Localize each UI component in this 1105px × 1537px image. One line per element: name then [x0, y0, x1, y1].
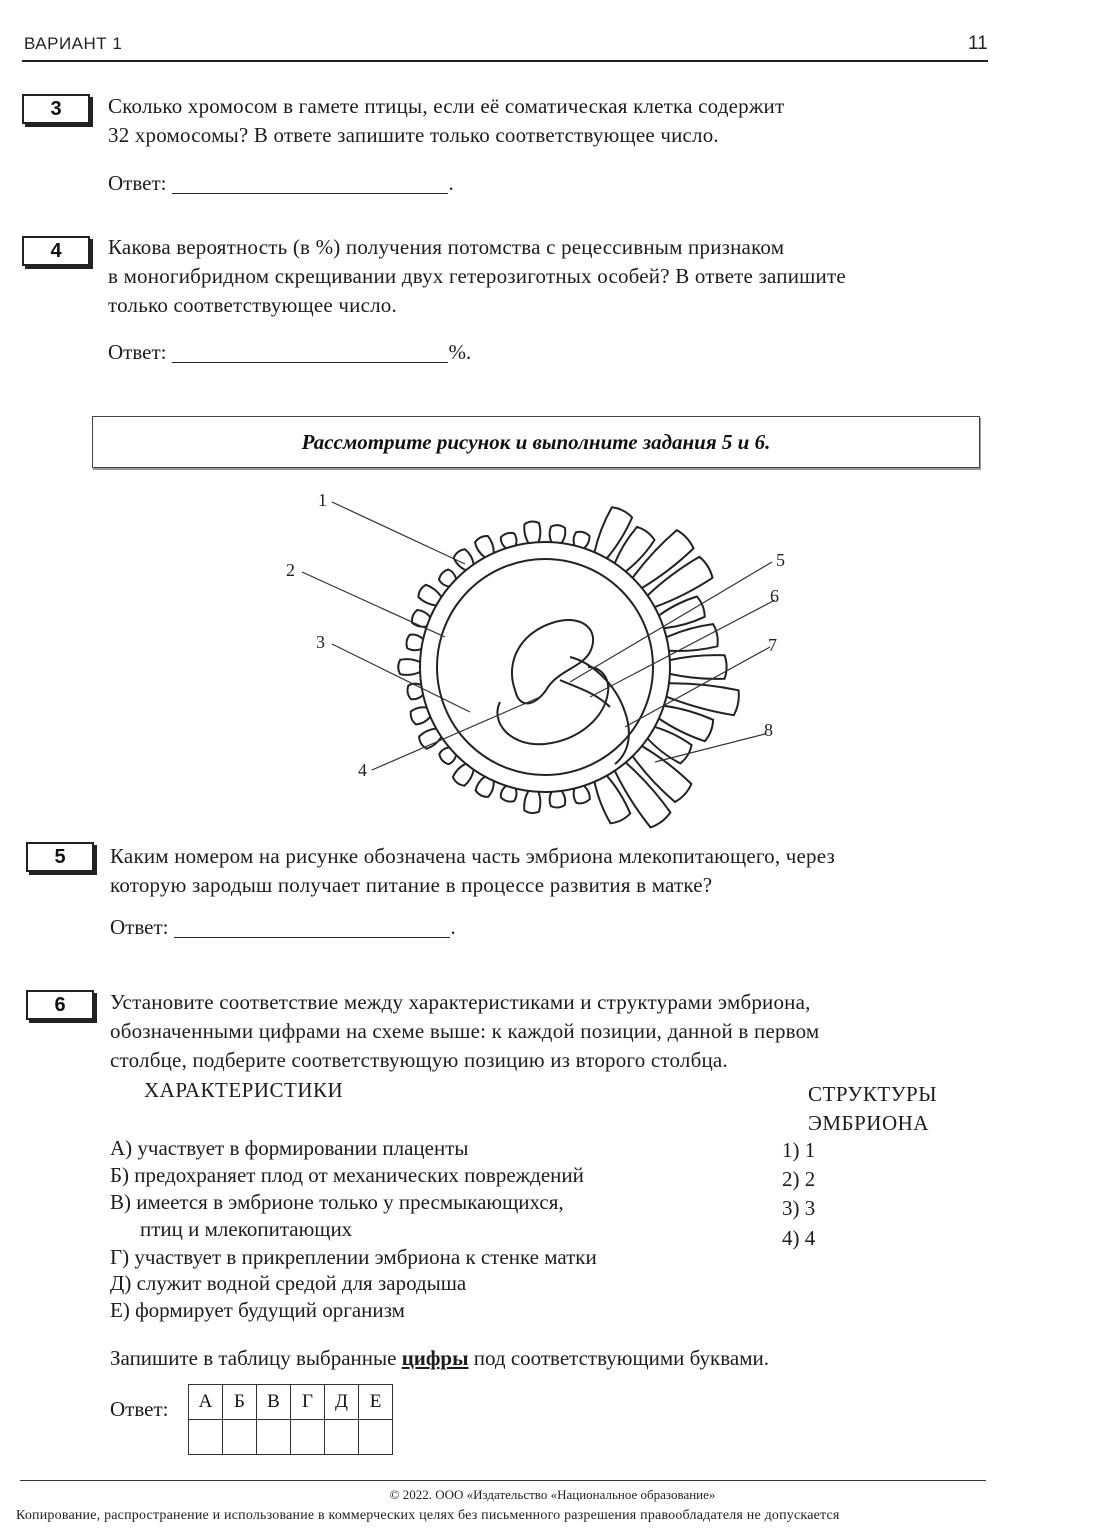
- amnion: [497, 667, 608, 744]
- characteristics-heading: ХАРАКТЕРИСТИКИ: [144, 1078, 344, 1102]
- chorion-outer-ring: [420, 542, 670, 792]
- figure-label-1: 1: [318, 490, 327, 510]
- umbilical-stalk: [560, 680, 610, 707]
- question-5-text: [110, 842, 835, 900]
- structures-heading-line-1: СТРУКТУРЫ: [808, 1082, 938, 1106]
- question-6-line-2: обозначенными цифрами на схеме выше: к каждой позиции, данной в первом: [110, 1019, 820, 1043]
- question-3-number: 3: [22, 94, 90, 124]
- answer-cell-e[interactable]: [359, 1420, 393, 1455]
- answer-label: Ответ:: [108, 171, 167, 195]
- answer-cell-d[interactable]: [325, 1420, 359, 1455]
- question-6-answer-label: Ответ:: [110, 1397, 169, 1421]
- question-5-answer: [110, 915, 456, 940]
- question-3-answer: [108, 171, 454, 196]
- figure-label-4: 4: [358, 760, 367, 780]
- question-6-line-3: столбце, подберите соответствующую позицию из второго столбца.: [110, 1048, 728, 1072]
- question-3-line-2: 32 хромосомы? В ответе запишите только соответствующее число.: [108, 123, 719, 147]
- answer-table: [188, 1384, 393, 1455]
- answer-suffix: .: [450, 915, 456, 939]
- question-4-line-1: Какова вероятность (в %) получения потомства с рецессивным признаком: [108, 235, 785, 259]
- answer-suffix: %.: [448, 340, 472, 364]
- question-3-text: [108, 92, 784, 150]
- characteristic-e: Е) формирует будущий организм: [110, 1298, 405, 1322]
- question-6-line-1: Установите соответствие между характеристиками и структурами эмбриона,: [110, 990, 811, 1014]
- question-5-number: 5: [26, 842, 94, 872]
- question-4-line-3: только соответствующее число.: [108, 293, 397, 317]
- page-number: 11: [968, 33, 988, 54]
- answer-table-header-a: А: [189, 1385, 223, 1420]
- question-6-text: [110, 988, 819, 1075]
- question-4-answer: [108, 340, 471, 365]
- question-5-line-2: которую зародыш получает питание в процессе развития в матке?: [110, 873, 713, 897]
- footer-divider: [20, 1480, 986, 1481]
- structures-heading-line-2: ЭМБРИОНА: [808, 1111, 929, 1135]
- answer-label: Ответ:: [110, 915, 169, 939]
- structure-3: 3) 3: [782, 1196, 816, 1220]
- chorion-inner-ring: [437, 559, 653, 775]
- instruction-text-start: Запишите в таблицу выбранные: [110, 1346, 402, 1370]
- characteristic-b: Б) предохраняет плод от механических повреждений: [110, 1163, 584, 1187]
- answer-table-header-e: Е: [359, 1385, 393, 1420]
- variant-label: ВАРИАНТ 1: [24, 34, 123, 53]
- answer-cell-a[interactable]: [189, 1420, 223, 1455]
- structure-2: 2) 2: [782, 1167, 816, 1191]
- figure-label-6: 6: [770, 586, 779, 606]
- answer-cell-b[interactable]: [223, 1420, 257, 1455]
- answer-cell-v[interactable]: [257, 1420, 291, 1455]
- instruction-banner: Рассмотрите рисунок и выполните задания 5 и 6.: [92, 416, 980, 468]
- characteristic-v-continued: птиц и млекопитающих: [140, 1217, 353, 1241]
- instruction-text-end: под соответствующими буквами.: [468, 1346, 769, 1370]
- answer-table-header-b: Б: [223, 1385, 257, 1420]
- question-5-answer-field[interactable]: [174, 917, 450, 938]
- figure-label-2: 2: [286, 560, 295, 580]
- header-divider: [22, 60, 988, 62]
- answer-table-header-row: [189, 1385, 393, 1420]
- question-3-answer-field[interactable]: [172, 173, 448, 194]
- answer-table-header-v: В: [257, 1385, 291, 1420]
- footer-copyright: © 2022. ООО «Издательство «Национальное образование»: [389, 1487, 716, 1502]
- structure-1: 1) 1: [782, 1138, 816, 1162]
- answer-cell-g[interactable]: [291, 1420, 325, 1455]
- question-4-text: [108, 233, 846, 320]
- instruction-bold-word: цифры: [401, 1346, 469, 1370]
- question-3-line-1: Сколько хромосом в гамете птицы, если её соматическая клетка содержит: [108, 94, 785, 118]
- figure-label-3: 3: [316, 632, 325, 652]
- characteristic-d: Д) служит водной средой для зародыша: [110, 1271, 467, 1295]
- structures-heading: [808, 1080, 937, 1138]
- question-5-line-1: Каким номером на рисунке обозначена часть эмбриона млекопитающего, через: [110, 844, 836, 868]
- question-4-line-2: в моногибридном скрещивании двух гетерозиготных особей? В ответе запишите: [108, 264, 846, 288]
- question-4-number: 4: [22, 236, 90, 266]
- embryo-diagram: [270, 482, 830, 842]
- characteristic-a: А) участвует в формировании плаценты: [110, 1136, 469, 1160]
- figure-label-7: 7: [768, 635, 777, 655]
- answer-table-header-d: Д: [325, 1385, 359, 1420]
- answer-table-header-g: Г: [291, 1385, 325, 1420]
- question-4-answer-field[interactable]: [172, 342, 448, 363]
- figure-label-5: 5: [776, 550, 785, 570]
- characteristic-v: В) имеется в эмбрионе только у пресмыкающихся,: [110, 1190, 564, 1214]
- characteristic-g: Г) участвует в прикреплении эмбриона к стенке матки: [110, 1245, 597, 1269]
- footer-notice: Копирование, распространение и использование в коммерческих целях без письменного разрешения правообладателя не допускается: [16, 1508, 840, 1523]
- chorion-villi: [398, 507, 739, 827]
- allantois: [570, 657, 629, 764]
- answer-label: Ответ:: [108, 340, 167, 364]
- figure-label-8: 8: [764, 720, 773, 740]
- table-instruction: [110, 1345, 769, 1372]
- structure-4: 4) 4: [782, 1226, 816, 1250]
- answer-table-input-row: [189, 1420, 393, 1455]
- question-6-number: 6: [26, 990, 94, 1020]
- answer-suffix: .: [448, 171, 454, 195]
